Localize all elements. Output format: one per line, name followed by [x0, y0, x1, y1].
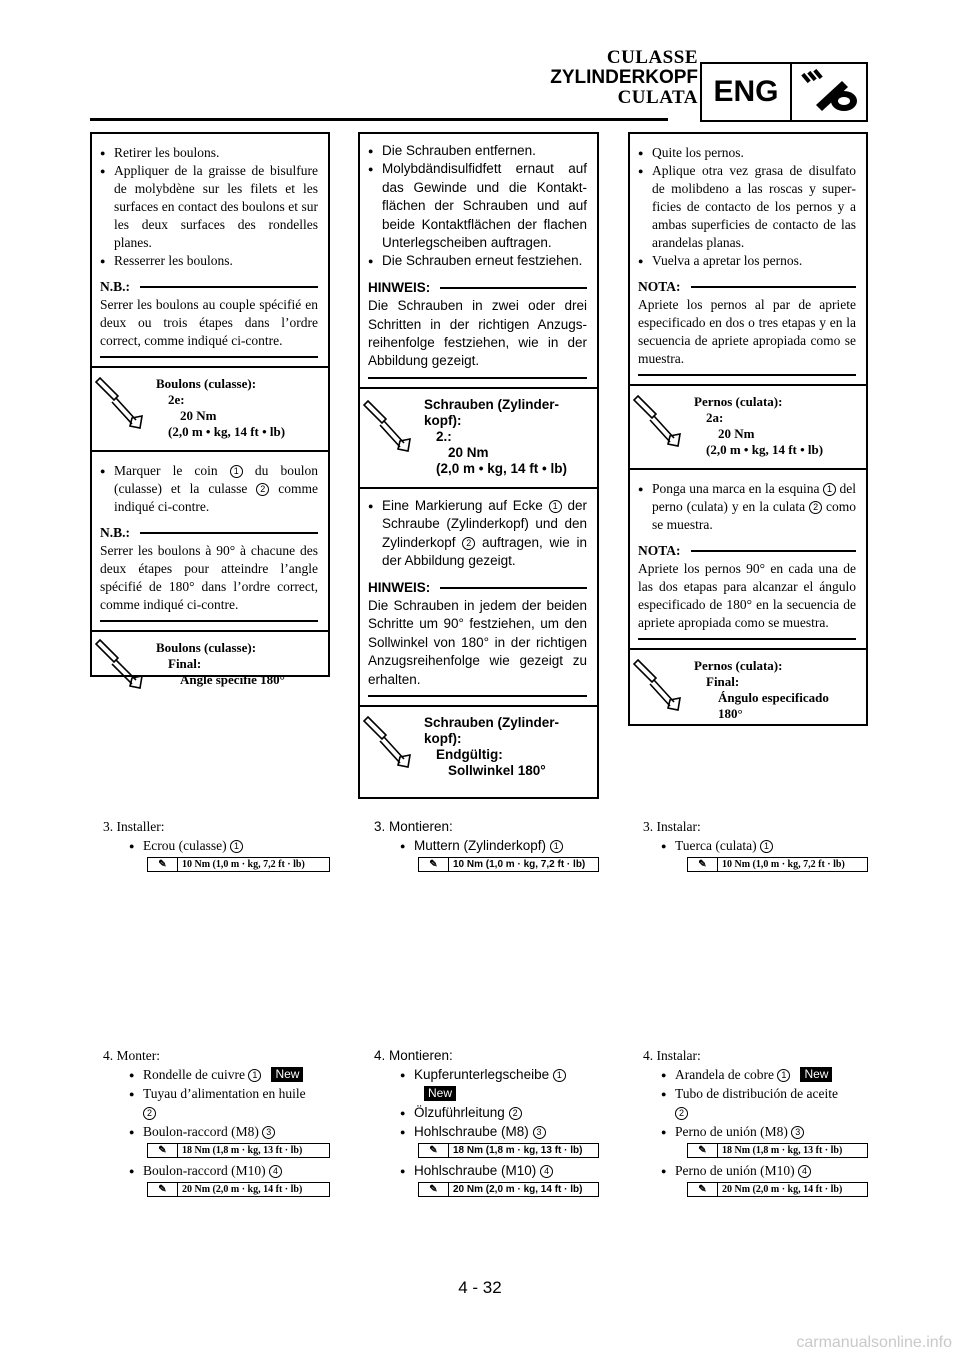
de-torque-box: ✎ 18 Nm (1,8 m · kg, 13 ft · lb) [418, 1143, 599, 1158]
title-es: CULATA [617, 87, 698, 108]
de-bullet: ● Die Schrauben entfernen. [368, 142, 587, 160]
torque-wrench-icon: ✎ [688, 858, 718, 871]
fr-torque-box: ✎ 10 Nm (1,0 m · kg, 7,2 ft · lb) [147, 857, 330, 872]
new-part-badge: New [800, 1067, 832, 1082]
fr-bullet-mark: ● Marquer le coin 1 du boulon (culasse) et la culasse 2 comme indiqué ci-contre. [100, 462, 318, 516]
torque-wrench-icon: ✎ [419, 1183, 449, 1196]
torque-wrench-icon: ✎ [148, 1183, 178, 1196]
de-note-text: Die Schrauben in jedem der beiden Schritte um 90° festziehen, um den Sollwinkel von 180° in der richtigen Anzugsreihenfolge wie gezeigt zu erhalten. [368, 597, 587, 687]
fr-torque-box: ✎ 18 Nm (1,8 m · kg, 13 ft · lb) [147, 1143, 330, 1158]
torque-wrench-icon [92, 368, 156, 450]
de-torque-spec-2: Schrauben (Zylinder- kopf): Endgültig: Sollwinkel 180° [360, 707, 597, 789]
es-torque-spec-1: Pernos (culata): 2a: 20 Nm (2,0 m • kg, 14 ft • lb) [630, 386, 866, 468]
es-note-text: Apriete los pernos al par de apriete especificado en dos o tres etapas y en la secuencia de apriete apropiada como se muestra. [638, 297, 856, 366]
torque-wrench-icon: ✎ [419, 858, 449, 871]
fr-note-label: N.B.: [100, 525, 130, 540]
de-step4: 4. Montieren: ● Kupferunterlegscheibe 1 New ● Ölzuführleitung 2 ● Hohlschraube (M8) 3 ✎ 18 Nm (1,8 m · kg, 13 ft · lb) ● Hohlschraube (M10) 4 ✎ 20 Nm (2,0 m · kg, 14 ft · lb) [374, 1046, 599, 1200]
es-torque-spec-2: Pernos (culata): Final: Ángulo especificado 180° [630, 650, 866, 732]
fr-bullet: ● Appliquer de la graisse de bisulfure de molybdène sur les filets et les surfaces en contact des boulons et sur les deux surfaces des rondelles planes. [100, 162, 318, 252]
es-note-label: NOTA: [638, 279, 681, 294]
de-bullet-mark: ● Eine Markierung auf Ecke 1 der Schraube (Zylinderkopf) und den Zylinderkopf 2 auftragen, wie in der Abbildung gezeigt. [368, 497, 587, 571]
torque-wrench-icon: ✎ [688, 1183, 718, 1196]
fr-torque-spec-1: Boulons (culasse): 2e: 20 Nm (2,0 m • kg, 14 ft • lb) [92, 368, 328, 450]
es-bullet: ● Quite los pernos. [638, 144, 856, 162]
de-torque-box: ✎ 10 Nm (1,0 m · kg, 7,2 ft · lb) [418, 857, 599, 872]
torque-wrench-icon: ✎ [688, 1144, 718, 1157]
de-note-label: HINWEIS: [368, 279, 431, 295]
watermark[interactable]: carmanualsonline.info [796, 1334, 952, 1351]
fr-step3: 3. Installer: ● Ecrou (culasse) 1 ✎ 10 Nm (1,0 m · kg, 7,2 ft · lb) [103, 817, 330, 875]
fr-torque-spec-2: Boulons (culasse): Final: Angle spécifié 180° [92, 632, 328, 698]
fr-torque-box: ✎ 20 Nm (2,0 m · kg, 14 ft · lb) [147, 1182, 330, 1197]
es-bullet: ● Aplique otra vez grasa de disulfato de molibdeno a las roscas y superficies de contacto de los pernos y a ambas superficies de contacto de las arandelas planas. [638, 162, 856, 252]
de-bullet: ● Die Schrauben erneut festziehen. [368, 252, 587, 270]
page-number: 4 - 32 [458, 1278, 502, 1297]
torque-wrench-icon [630, 650, 694, 732]
de-bullet: ● Molybdändisulfidfett ernaut auf das Gewinde und die Kontaktflächen der Schrauben und auf beide Kontaktflächen der flachen Unterlegscheiben auftragen. [368, 160, 587, 252]
engine-icon [792, 64, 866, 120]
panel-de [358, 132, 599, 799]
es-torque-box: ✎ 20 Nm (2,0 m · kg, 14 ft · lb) [687, 1182, 868, 1197]
fr-note-text: Serrer les boulons à 90° à chacune des deux étapes pour atteindre l’angle spécifié de 180° dans l’ordre correct, comme indiqué ci-contre. [100, 543, 318, 612]
de-note-text: Die Schrauben in zwei oder drei Schritten in der richtigen Anzugsreihenfolge festziehen, wie in der Abbildung gezeigt. [368, 298, 587, 369]
torque-wrench-icon [360, 389, 424, 487]
es-bullet-mark: ● Ponga una marca en la esquina 1 del perno (culata) y en la culata 2 como se muestra. [638, 480, 856, 534]
title-de: ZYLINDERKOPF [550, 67, 698, 88]
es-bullet: ● Vuelva a apretar los pernos. [638, 252, 856, 270]
fr-bullet: ● Resserrer les boulons. [100, 252, 318, 270]
torque-wrench-icon: ✎ [148, 1144, 178, 1157]
torque-wrench-icon [92, 632, 156, 698]
header-rule [90, 118, 668, 121]
fr-step4: 4. Monter: ● Rondelle de cuivre 1 New ● Tuyau d’alimentation en huile 2 ● Boulon-raccord (M8) 3 ✎ 18 Nm (1,8 m · kg, 13 ft · lb) ● Boulon-raccord (M10) 4 ✎ 20 Nm (2,0 m · kg, 14 ft · lb) [103, 1046, 330, 1200]
de-step3: 3. Montieren: ● Muttern (Zylinderkopf) 1 ✎ 10 Nm (1,0 m · kg, 7,2 ft · lb) [374, 817, 599, 875]
section-label: ENG [702, 64, 792, 120]
fr-note-text: Serrer les boulons au couple spécifié en deux ou trois étapes dans l’ordre correct, comme indiqué ci-contre. [100, 297, 318, 348]
de-torque-spec-1: Schrauben (Zylinder- kopf): 2.: 20 Nm (2,0 m • kg, 14 ft • lb) [360, 389, 597, 487]
es-torque-box: ✎ 10 Nm (1,0 m · kg, 7,2 ft · lb) [687, 857, 868, 872]
section-titles [550, 48, 698, 108]
fr-bullet: ● Retirer les boulons. [100, 144, 318, 162]
es-step4: 4. Instalar: ● Arandela de cobre 1 New ● Tubo de distribución de aceite 2 ● Perno de unión (M8) 3 ✎ 18 Nm (1,8 m · kg, 13 ft · lb) ● Perno de unión (M10) 4 ✎ 20 Nm (2,0 m · kg, 14 ft · lb) [643, 1046, 868, 1200]
torque-wrench-icon: ✎ [419, 1144, 449, 1157]
panel-fr [90, 132, 330, 687]
fr-note-label: N.B.: [100, 279, 130, 294]
es-note-text: Apriete los pernos 90° en cada una de las dos etapas para alcanzar el ángulo especificado de 180° en la secuencia de apriete apropiada como se muestra. [638, 561, 856, 630]
torque-wrench-icon: ✎ [148, 858, 178, 871]
es-step3: 3. Instalar: ● Tuerca (culata) 1 ✎ 10 Nm (1,0 m · kg, 7,2 ft · lb) [643, 817, 868, 875]
new-part-badge: New [271, 1067, 303, 1082]
de-torque-box: ✎ 20 Nm (2,0 m · kg, 14 ft · lb) [418, 1182, 599, 1197]
es-note-label: NOTA: [638, 543, 681, 558]
torque-wrench-icon [630, 386, 694, 468]
es-torque-box: ✎ 18 Nm (1,8 m · kg, 13 ft · lb) [687, 1143, 868, 1158]
section-badge [700, 62, 868, 122]
torque-wrench-icon [360, 707, 424, 789]
title-fr: CULASSE [606, 47, 698, 68]
panel-es [628, 132, 868, 726]
new-part-badge: New [424, 1086, 456, 1101]
de-note-label: HINWEIS: [368, 579, 431, 595]
